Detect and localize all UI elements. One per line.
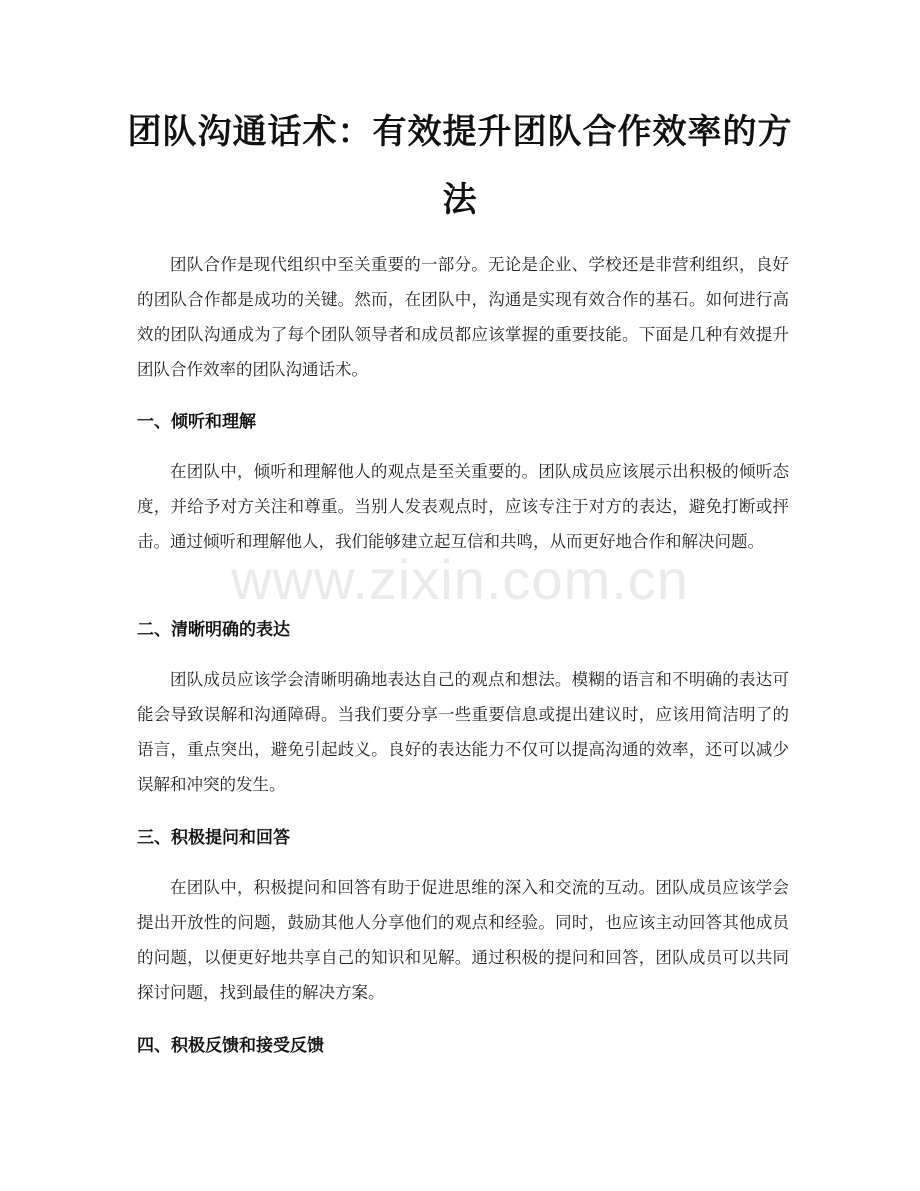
document-title: 团队沟通话术：有效提升团队合作效率的方法	[127, 112, 793, 220]
section-heading-2: 二、清晰明确的表达	[137, 620, 290, 640]
section-body-1: 在团队中，倾听和理解他人的观点是至关重要的。团队成员应该展示出积极的倾听态度，并给予对方关注和尊重。当别人发表观点时，应该专注于对方的表达，避免打断或抨击。通过倾听和理解他人，我们能够建立起互信和共鸣，从而更好地合作和解决问题。	[137, 462, 789, 551]
section-heading-4: 四、积极反馈和接受反馈	[137, 1036, 324, 1056]
section-heading-3: 三、积极提问和回答	[137, 828, 290, 848]
section-body-3: 在团队中，积极提问和回答有助于促进思维的深入和交流的互动。团队成员应该学会提出开放性的问题，鼓励其他人分享他们的观点和经验。同时，也应该主动回答其他成员的问题，以便更好地共享自己的知识和见解。通过积极的提问和回答，团队成员可以共同探讨问题，找到最佳的解决方案。	[137, 878, 789, 1002]
section-body-2: 团队成员应该学会清晰明确地表达自己的观点和想法。模糊的语言和不明确的表达可能会导致误解和沟通障碍。当我们要分享一些重要信息或提出建议时，应该用简洁明了的语言，重点突出，避免引起歧义。良好的表达能力不仅可以提高沟通的效率，还可以减少误解和冲突的发生。	[137, 670, 789, 794]
intro-paragraph: 团队合作是现代组织中至关重要的一部分。无论是企业、学校还是非营利组织，良好的团队合作都是成功的关键。然而，在团队中，沟通是实现有效合作的基石。如何进行高效的团队沟通成为了每个团队领导者和成员都应该掌握的重要技能。下面是几种有效提升团队合作效率的团队沟通话术。	[137, 255, 789, 379]
watermark: www.zixin.com.cn	[231, 548, 689, 611]
section-heading-1: 一、倾听和理解	[137, 412, 256, 432]
